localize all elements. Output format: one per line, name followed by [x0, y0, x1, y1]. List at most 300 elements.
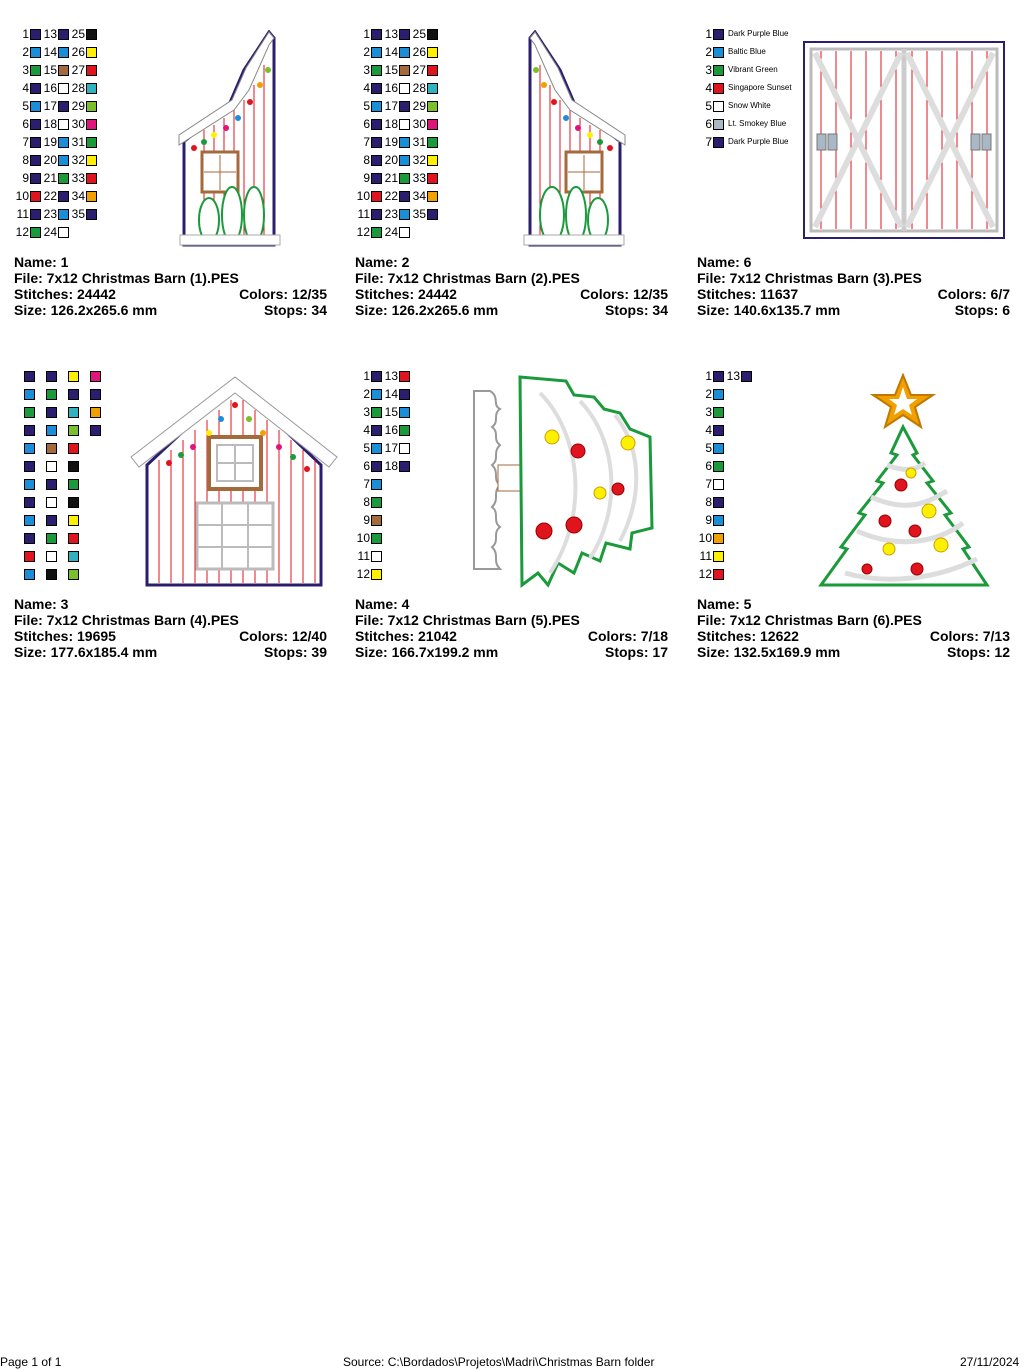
barn-front-icon [129, 375, 339, 587]
color-name: Dark Purple Blue [728, 137, 789, 146]
color-swatch [30, 101, 41, 112]
color-swatch [30, 227, 41, 238]
swatch-number: 24 [43, 225, 57, 239]
color-swatch [427, 83, 438, 94]
design-file: File: 7x12 Christmas Barn (1).PES [14, 270, 239, 286]
color-swatch [68, 569, 79, 580]
swatch-number: 14 [384, 387, 398, 401]
color-swatch [371, 371, 382, 382]
design-colors: Colors: 12/35 [580, 286, 668, 302]
swatch-number: 17 [43, 99, 57, 113]
design-size: Size: 177.6x185.4 mm [14, 644, 158, 660]
color-swatch [713, 425, 724, 436]
color-swatch [371, 209, 382, 220]
swatch-number: 23 [43, 207, 57, 221]
color-swatch [30, 29, 41, 40]
color-swatch [24, 515, 35, 526]
swatch-number: 3 [22, 63, 29, 77]
color-swatch [399, 227, 410, 238]
swatch-number: 12 [15, 225, 29, 239]
swatch-number: 10 [15, 189, 29, 203]
color-swatch [58, 83, 69, 94]
design-stops: Stops: 34 [263, 302, 327, 318]
color-swatch [86, 65, 97, 76]
design-stitches: Stitches: 24442 [14, 286, 116, 302]
design-stitches: Stitches: 11637 [697, 286, 799, 302]
swatch-number: 32 [412, 153, 426, 167]
color-swatch [371, 47, 382, 58]
color-swatch [713, 461, 724, 472]
swatch-number: 30 [412, 117, 426, 131]
swatch-number: 16 [384, 81, 398, 95]
color-swatch [24, 497, 35, 508]
design-stops: Stops: 34 [604, 302, 668, 318]
design-info [14, 596, 327, 660]
color-swatch [427, 47, 438, 58]
swatch-number: 25 [71, 27, 85, 41]
barn-side-left-icon [174, 30, 294, 248]
swatch-number: 1 [705, 27, 712, 41]
design-size: Size: 126.2x265.6 mm [355, 302, 499, 318]
color-swatch [399, 47, 410, 58]
color-swatch [30, 155, 41, 166]
color-swatch [399, 461, 410, 472]
color-swatch [24, 389, 35, 400]
color-swatch [371, 425, 382, 436]
color-swatch [713, 119, 724, 130]
swatch-number: 33 [71, 171, 85, 185]
swatch-number: 30 [71, 117, 85, 131]
swatch-number: 9 [363, 513, 370, 527]
swatch-number: 34 [71, 189, 85, 203]
design-colors: Colors: 7/18 [587, 628, 668, 644]
color-name: Snow White [728, 101, 771, 110]
color-swatch [427, 191, 438, 202]
swatch-number: 32 [71, 153, 85, 167]
swatch-number: 8 [363, 495, 370, 509]
color-swatch [713, 389, 724, 400]
design-name: Name: 4 [355, 596, 410, 612]
color-name: Singapore Sunset [728, 83, 792, 92]
color-swatch [68, 425, 79, 436]
swatch-number: 12 [356, 225, 370, 239]
swatch-number: 1 [22, 27, 29, 41]
swatch-number: 3 [705, 405, 712, 419]
barn-door-icon [803, 41, 1005, 239]
color-swatch [24, 569, 35, 580]
color-swatch [86, 209, 97, 220]
color-swatch [30, 65, 41, 76]
color-swatch [371, 155, 382, 166]
design-info [697, 596, 1010, 660]
color-swatch [68, 461, 79, 472]
color-swatch [713, 137, 724, 148]
design-file: File: 7x12 Christmas Barn (5).PES [355, 612, 580, 628]
design-name: Name: 2 [355, 254, 410, 270]
swatch-number: 29 [412, 99, 426, 113]
color-swatch [58, 173, 69, 184]
color-palette [355, 25, 439, 241]
swatch-number: 17 [384, 441, 398, 455]
swatch-number: 4 [22, 81, 29, 95]
swatch-number: 7 [705, 477, 712, 491]
design-file: File: 7x12 Christmas Barn (6).PES [697, 612, 922, 628]
swatch-number: 18 [384, 117, 398, 131]
color-swatch [68, 515, 79, 526]
color-swatch [399, 65, 410, 76]
color-swatch [371, 461, 382, 472]
color-swatch [713, 497, 724, 508]
color-swatch [46, 515, 57, 526]
color-swatch [24, 407, 35, 418]
swatch-number: 20 [384, 153, 398, 167]
color-swatch [90, 407, 101, 418]
design-name: Name: 1 [14, 254, 69, 270]
swatch-number: 10 [698, 531, 712, 545]
swatch-number: 2 [705, 45, 712, 59]
swatch-number: 35 [71, 207, 85, 221]
design-card-4 [355, 367, 675, 667]
design-size: Size: 132.5x169.9 mm [697, 644, 841, 660]
swatch-number: 28 [412, 81, 426, 95]
swatch-number: 6 [22, 117, 29, 131]
color-swatch [427, 119, 438, 130]
print-date: 27/11/2024 [960, 1355, 1020, 1369]
color-swatch [58, 191, 69, 202]
swatch-number: 7 [705, 135, 712, 149]
color-swatch [427, 173, 438, 184]
swatch-number: 10 [356, 531, 370, 545]
design-name: Name: 5 [697, 596, 752, 612]
color-swatch [371, 389, 382, 400]
color-swatch [427, 29, 438, 40]
swatch-number: 13 [726, 369, 740, 383]
color-swatch [371, 533, 382, 544]
color-swatch [46, 371, 57, 382]
color-swatch [713, 407, 724, 418]
color-swatch [713, 83, 724, 94]
design-file: File: 7x12 Christmas Barn (2).PES [355, 270, 580, 286]
swatch-number: 33 [412, 171, 426, 185]
swatch-number: 12 [356, 567, 370, 581]
color-swatch [30, 173, 41, 184]
color-palette [355, 367, 411, 583]
color-swatch [371, 137, 382, 148]
color-swatch [46, 569, 57, 580]
swatch-number: 8 [705, 495, 712, 509]
swatch-number: 5 [22, 99, 29, 113]
color-swatch [399, 83, 410, 94]
color-swatch [399, 137, 410, 148]
swatch-number: 2 [363, 387, 370, 401]
color-swatch [371, 569, 382, 580]
swatch-number: 1 [363, 27, 370, 41]
design-stitches: Stitches: 24442 [355, 286, 457, 302]
color-swatch [86, 191, 97, 202]
color-swatch [741, 371, 752, 382]
color-swatch [58, 47, 69, 58]
color-swatch [371, 29, 382, 40]
color-swatch [24, 479, 35, 490]
swatch-number: 1 [705, 369, 712, 383]
swatch-number: 4 [705, 81, 712, 95]
color-swatch [399, 173, 410, 184]
color-swatch [24, 371, 35, 382]
swatch-number: 3 [363, 63, 370, 77]
color-swatch [371, 227, 382, 238]
color-swatch [713, 479, 724, 490]
swatch-number: 29 [71, 99, 85, 113]
design-file: File: 7x12 Christmas Barn (4).PES [14, 612, 239, 628]
design-card-1 [14, 25, 334, 325]
swatch-number: 9 [363, 171, 370, 185]
color-palette [697, 367, 753, 583]
swatch-number: 5 [705, 441, 712, 455]
swatch-number: 8 [363, 153, 370, 167]
color-swatch [30, 83, 41, 94]
color-swatch [86, 155, 97, 166]
design-stitches: Stitches: 12622 [697, 628, 799, 644]
swatch-number: 4 [705, 423, 712, 437]
source-path: Source: C:\Bordados\Projetos\Madri\Christmas Barn folder [343, 1355, 655, 1369]
swatch-number: 5 [705, 99, 712, 113]
swatch-number: 19 [384, 135, 398, 149]
swatch-number: 26 [412, 45, 426, 59]
color-swatch [46, 407, 57, 418]
swatch-number: 6 [363, 459, 370, 473]
color-swatch [58, 209, 69, 220]
swatch-number: 27 [412, 63, 426, 77]
swatch-number: 10 [356, 189, 370, 203]
color-swatch [68, 551, 79, 562]
color-swatch [427, 209, 438, 220]
swatch-number: 27 [71, 63, 85, 77]
color-swatch [24, 461, 35, 472]
color-swatch [371, 173, 382, 184]
color-swatch [427, 101, 438, 112]
design-card-3 [14, 367, 334, 667]
color-name: Dark Purple Blue [728, 29, 789, 38]
swatch-number: 13 [43, 27, 57, 41]
color-swatch [58, 155, 69, 166]
swatch-number: 9 [22, 171, 29, 185]
color-swatch [371, 515, 382, 526]
color-swatch [713, 371, 724, 382]
color-swatch [371, 479, 382, 490]
color-swatch [46, 551, 57, 562]
color-palette [14, 25, 98, 241]
color-swatch [46, 461, 57, 472]
color-swatch [68, 389, 79, 400]
design-size: Size: 126.2x265.6 mm [14, 302, 158, 318]
swatch-number: 13 [384, 369, 398, 383]
swatch-number: 3 [705, 63, 712, 77]
color-swatch [713, 515, 724, 526]
swatch-number: 35 [412, 207, 426, 221]
color-swatch [86, 83, 97, 94]
color-swatch [58, 101, 69, 112]
color-swatch [86, 29, 97, 40]
swatch-number: 16 [384, 423, 398, 437]
swatch-number: 19 [43, 135, 57, 149]
swatch-number: 6 [363, 117, 370, 131]
color-swatch [90, 371, 101, 382]
color-swatch [68, 443, 79, 454]
swatch-number: 13 [384, 27, 398, 41]
color-swatch [713, 47, 724, 58]
swatch-number: 11 [699, 549, 712, 563]
color-palette [14, 367, 112, 583]
color-swatch [68, 533, 79, 544]
swatch-number: 2 [705, 387, 712, 401]
tree-side-icon [470, 373, 655, 591]
barn-side-right-icon [510, 30, 630, 248]
swatch-number: 4 [363, 81, 370, 95]
color-name: Vibrant Green [728, 65, 778, 74]
design-colors: Colors: 12/40 [239, 628, 327, 644]
color-swatch [58, 227, 69, 238]
swatch-number: 9 [705, 513, 712, 527]
color-swatch [46, 479, 57, 490]
color-swatch [24, 443, 35, 454]
color-swatch [371, 551, 382, 562]
design-colors: Colors: 6/7 [937, 286, 1010, 302]
swatch-number: 22 [43, 189, 57, 203]
swatch-number: 7 [363, 135, 370, 149]
color-swatch [399, 119, 410, 130]
design-stops: Stops: 6 [954, 302, 1010, 318]
color-swatch [399, 101, 410, 112]
color-swatch [427, 137, 438, 148]
color-swatch [58, 65, 69, 76]
color-swatch [399, 407, 410, 418]
swatch-number: 18 [384, 459, 398, 473]
design-name: Name: 3 [14, 596, 69, 612]
swatch-number: 12 [698, 567, 712, 581]
swatch-number: 21 [384, 171, 398, 185]
swatch-number: 18 [43, 117, 57, 131]
color-swatch [713, 551, 724, 562]
design-size: Size: 140.6x135.7 mm [697, 302, 841, 318]
design-stitches: Stitches: 21042 [355, 628, 457, 644]
color-swatch [371, 407, 382, 418]
color-swatch [58, 137, 69, 148]
design-name: Name: 6 [697, 254, 752, 270]
design-stops: Stops: 12 [946, 644, 1010, 660]
color-swatch [86, 47, 97, 58]
swatch-number: 25 [412, 27, 426, 41]
swatch-number: 11 [357, 549, 370, 563]
swatch-number: 2 [363, 45, 370, 59]
color-swatch [30, 209, 41, 220]
color-swatch [371, 65, 382, 76]
color-swatch [399, 443, 410, 454]
design-card-2 [355, 25, 675, 325]
color-swatch [399, 155, 410, 166]
swatch-number: 7 [363, 477, 370, 491]
color-swatch [46, 425, 57, 436]
swatch-number: 31 [412, 135, 426, 149]
color-swatch [30, 119, 41, 130]
color-swatch [713, 569, 724, 580]
color-swatch [86, 119, 97, 130]
color-swatch [68, 497, 79, 508]
design-size: Size: 166.7x199.2 mm [355, 644, 499, 660]
color-swatch [30, 137, 41, 148]
color-swatch [371, 443, 382, 454]
christmas-tree-icon [817, 373, 992, 591]
color-name: Baltic Blue [728, 47, 766, 56]
color-swatch [371, 191, 382, 202]
swatch-number: 3 [363, 405, 370, 419]
color-swatch [90, 425, 101, 436]
design-card-5 [697, 367, 1017, 667]
swatch-number: 7 [22, 135, 29, 149]
color-swatch [399, 389, 410, 400]
color-swatch [399, 209, 410, 220]
swatch-number: 31 [71, 135, 85, 149]
color-swatch [46, 497, 57, 508]
swatch-number: 14 [384, 45, 398, 59]
design-info [355, 596, 668, 660]
design-info [697, 254, 1010, 318]
design-stops: Stops: 39 [263, 644, 327, 660]
design-info [14, 254, 327, 318]
swatch-number: 24 [384, 225, 398, 239]
color-swatch [371, 497, 382, 508]
color-swatch [399, 425, 410, 436]
design-card-6 [697, 25, 1017, 325]
color-swatch [46, 389, 57, 400]
color-swatch [713, 533, 724, 544]
color-swatch [399, 191, 410, 202]
color-swatch [86, 137, 97, 148]
swatch-number: 16 [43, 81, 57, 95]
swatch-number: 15 [384, 405, 398, 419]
swatch-number: 22 [384, 189, 398, 203]
color-swatch [713, 29, 724, 40]
swatch-number: 15 [43, 63, 57, 77]
color-swatch [427, 155, 438, 166]
color-swatch [86, 173, 97, 184]
swatch-number: 6 [705, 459, 712, 473]
design-stitches: Stitches: 19695 [14, 628, 116, 644]
color-swatch [46, 443, 57, 454]
swatch-number: 11 [357, 207, 370, 221]
swatch-number: 6 [705, 117, 712, 131]
color-swatch [713, 65, 724, 76]
design-colors: Colors: 7/13 [929, 628, 1010, 644]
color-swatch [58, 29, 69, 40]
swatch-number: 11 [16, 207, 29, 221]
swatch-number: 21 [43, 171, 57, 185]
color-swatch [46, 533, 57, 544]
color-swatch [427, 65, 438, 76]
color-swatch [713, 443, 724, 454]
design-file: File: 7x12 Christmas Barn (3).PES [697, 270, 922, 286]
color-swatch [68, 479, 79, 490]
swatch-number: 15 [384, 63, 398, 77]
swatch-number: 4 [363, 423, 370, 437]
color-swatch [399, 29, 410, 40]
color-swatch [24, 533, 35, 544]
color-swatch [58, 119, 69, 130]
color-swatch [30, 191, 41, 202]
color-swatch [371, 101, 382, 112]
color-swatch [24, 551, 35, 562]
design-colors: Colors: 12/35 [239, 286, 327, 302]
color-swatch [90, 389, 101, 400]
